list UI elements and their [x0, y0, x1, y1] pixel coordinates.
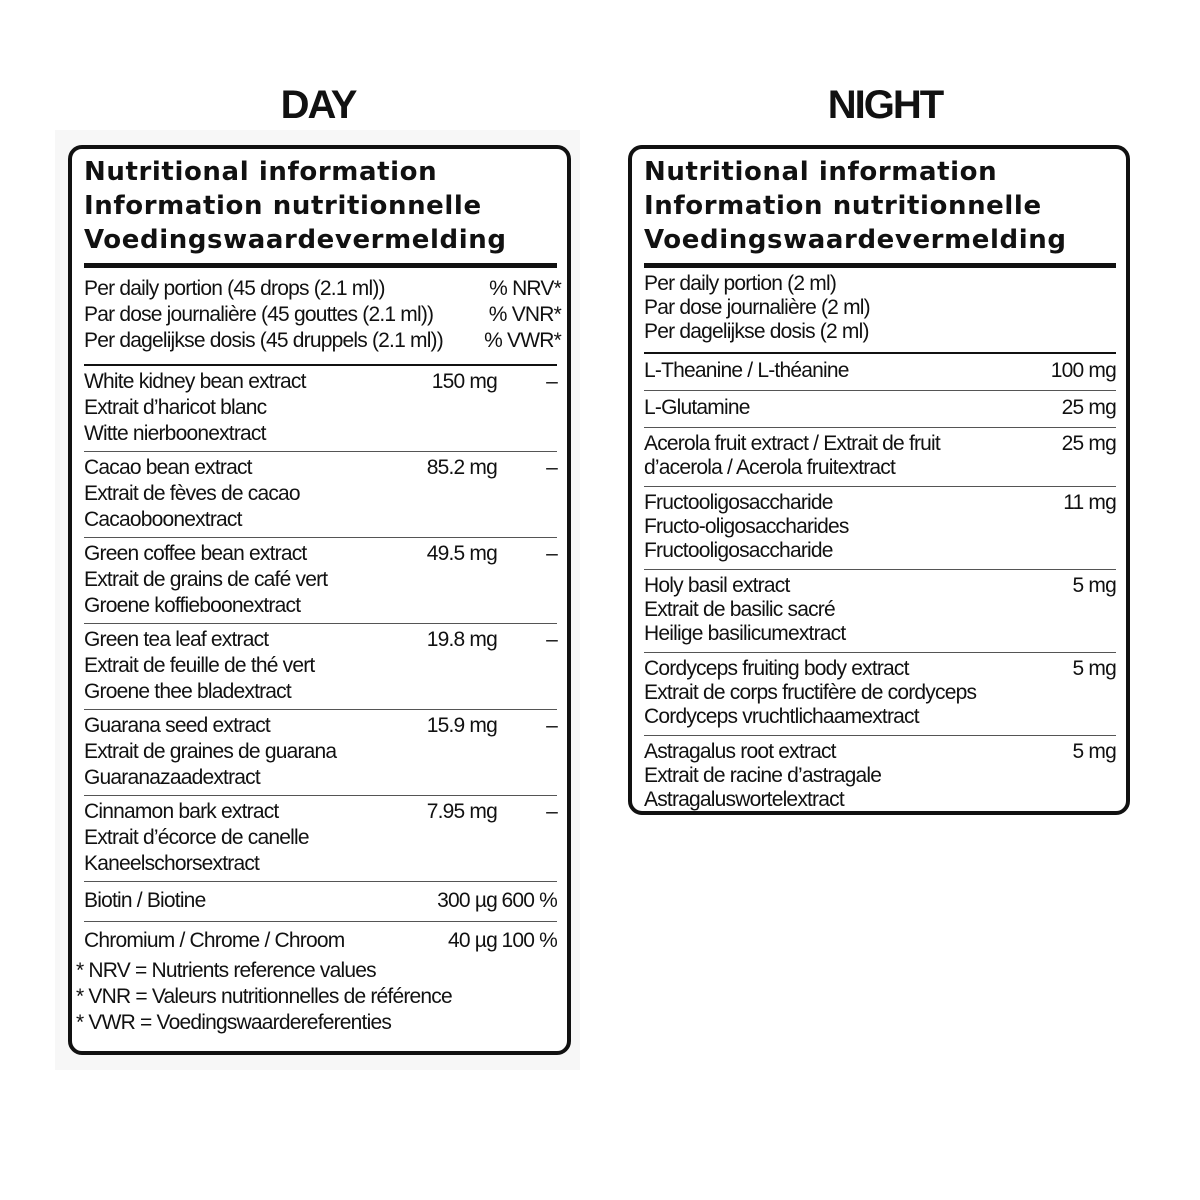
header-line-fr: Information nutritionnelle — [644, 191, 1042, 221]
ingredient-amount: 100 mg — [1050, 359, 1116, 382]
portion-ref-nrv: % NRV* — [489, 277, 561, 300]
ingredient-name-fr: Extrait de fèves de cacao — [84, 482, 300, 505]
footnote-vnr: * VNR = Valeurs nutritionnelles de référence — [76, 985, 452, 1008]
ingredient-name-en: Green coffee bean extract — [84, 542, 307, 565]
ingredient-name-en: Holy basil extract — [644, 574, 790, 597]
day-title: DAY — [280, 83, 356, 127]
table-row — [644, 653, 1116, 736]
ingredient-name-nl: Fructooligosaccharide — [644, 539, 833, 562]
ingredient-name-en: Fructooligosaccharide — [644, 491, 833, 514]
ingredient-name: Chromium / Chrome / Chroom — [84, 929, 345, 952]
ingredient-name-en: Astragalus root extract — [644, 740, 836, 763]
ingredient-name-fr: Extrait de racine d’astragale — [644, 764, 882, 787]
ingredient-name-fr: Extrait d’haricot blanc — [84, 396, 267, 419]
ingredient-reference-percent: 100 % — [501, 929, 557, 952]
ingredient-name: L-Glutamine — [644, 396, 750, 419]
ingredient-name-line-1: Acerola fruit extract / Extrait de fruit — [644, 432, 940, 455]
ingredient-name-en: Cinnamon bark extract — [84, 800, 279, 823]
table-row — [644, 570, 1116, 653]
ingredient-name-fr: Extrait de grains de café vert — [84, 568, 328, 591]
portion-label-fr: Par dose journalière (45 gouttes (2.1 ml)) — [84, 303, 434, 326]
ingredient-name: L-Theanine / L-théanine — [644, 359, 849, 382]
table-row — [644, 428, 1116, 487]
table-row — [84, 624, 557, 710]
ingredient-name-fr: Extrait de basilic sacré — [644, 598, 835, 621]
ingredient-amount: 40 µg — [448, 929, 497, 952]
ingredient-amount: 5 mg — [1072, 740, 1116, 763]
table-row — [84, 452, 557, 538]
ingredient-name-en: Cordyceps fruiting body extract — [644, 657, 909, 680]
ingredient-amount: 19.8 mg — [426, 628, 497, 651]
ingredient-name-fr: Extrait de corps fructifère de cordyceps — [644, 681, 977, 704]
table-row — [644, 736, 1116, 815]
portion-ref-vnr: % VNR* — [488, 303, 561, 326]
ingredient-name-en: Cacao bean extract — [84, 456, 252, 479]
ingredient-name-nl: Groene thee bladextract — [84, 680, 291, 703]
portion-label-fr: Par dose journalière (2 ml) — [644, 296, 870, 319]
ingredient-name-fr: Extrait de feuille de thé vert — [84, 654, 315, 677]
header-line-nl: Voedingswaardevermelding — [644, 225, 1067, 255]
ingredient-name-en: White kidney bean extract — [84, 370, 306, 393]
ingredient-reference-percent: – — [546, 714, 557, 737]
ingredient-reference-percent: – — [546, 370, 557, 393]
ingredient-name-nl: Groene koffieboonextract — [84, 594, 301, 617]
day-nutrition-panel — [68, 145, 571, 1055]
ingredient-amount: 25 mg — [1061, 396, 1116, 419]
ingredient-name-nl: Guaranazaadextract — [84, 766, 260, 789]
night-nutrition-panel — [628, 145, 1130, 815]
ingredient-amount: 5 mg — [1072, 574, 1116, 597]
ingredient-name-fr: Fructo-oligosaccharides — [644, 515, 849, 538]
header-line-nl: Voedingswaardevermelding — [84, 225, 507, 255]
ingredient-reference-percent: – — [546, 542, 557, 565]
ingredient-name-fr: Extrait de graines de guarana — [84, 740, 337, 763]
ingredient-amount: 49.5 mg — [426, 542, 497, 565]
ingredient-name-fr: Extrait d’écorce de canelle — [84, 826, 309, 849]
table-row — [84, 796, 557, 882]
portion-ref-vwr: % VWR* — [484, 329, 561, 352]
ingredient-name: Biotin / Biotine — [84, 889, 206, 912]
ingredient-amount: 15.9 mg — [426, 714, 497, 737]
ingredient-name-en: Guarana seed extract — [84, 714, 270, 737]
header-line-en: Nutritional information — [644, 157, 998, 187]
night-panel-header — [632, 149, 1126, 257]
ingredient-name-en: Green tea leaf extract — [84, 628, 269, 651]
ingredient-amount: 7.95 mg — [426, 800, 497, 823]
ingredient-reference-percent: – — [546, 456, 557, 479]
portion-label-en: Per daily portion (2 ml) — [644, 272, 837, 295]
ingredient-name-nl: Cordyceps vruchtlichaamextract — [644, 705, 919, 728]
portion-label-nl: Per dagelijkse dosis (2 ml) — [644, 320, 869, 343]
ingredient-name-nl: Heilige basilicumextract — [644, 622, 846, 645]
day-portion-block — [72, 268, 567, 358]
portion-label-en: Per daily portion (45 drops (2.1 ml)) — [84, 277, 385, 300]
table-row — [644, 354, 1116, 391]
ingredient-amount: 150 mg — [431, 370, 497, 393]
ingredient-reference-percent: 600 % — [501, 889, 557, 912]
ingredient-name-nl: Astragaluswortelextract — [644, 788, 844, 811]
portion-label-nl: Per dagelijkse dosis (45 druppels (2.1 ml)) — [84, 329, 443, 352]
ingredient-reference-percent: – — [546, 628, 557, 651]
ingredient-name-nl: Cacaoboonextract — [84, 508, 242, 531]
table-row — [84, 366, 557, 452]
table-row — [84, 882, 557, 922]
ingredient-amount: 11 mg — [1063, 491, 1116, 514]
ingredient-reference-percent: – — [546, 800, 557, 823]
ingredient-amount: 25 mg — [1061, 432, 1116, 455]
footnote-nrv: * NRV = Nutrients reference values — [76, 959, 376, 982]
ingredient-amount: 85.2 mg — [426, 456, 497, 479]
table-row — [644, 487, 1116, 570]
table-row — [84, 922, 557, 956]
day-panel-header — [72, 149, 567, 257]
day-footnotes — [72, 956, 567, 1036]
table-row — [84, 710, 557, 796]
ingredient-name-line-2: d’acerola / Acerola fruitextract — [644, 456, 896, 479]
ingredient-name-nl: Witte nierboonextract — [84, 422, 266, 445]
night-portion-block — [632, 268, 1126, 346]
ingredient-name-nl: Kaneelschorsextract — [84, 852, 260, 875]
ingredient-amount: 300 µg — [437, 889, 497, 912]
night-title: NIGHT — [827, 83, 943, 127]
header-line-en: Nutritional information — [84, 157, 438, 187]
table-row — [84, 538, 557, 624]
footnote-vwr: * VWR = Voedingswaardereferenties — [76, 1011, 392, 1034]
table-row — [644, 391, 1116, 428]
header-line-fr: Information nutritionnelle — [84, 191, 482, 221]
ingredient-amount: 5 mg — [1072, 657, 1116, 680]
